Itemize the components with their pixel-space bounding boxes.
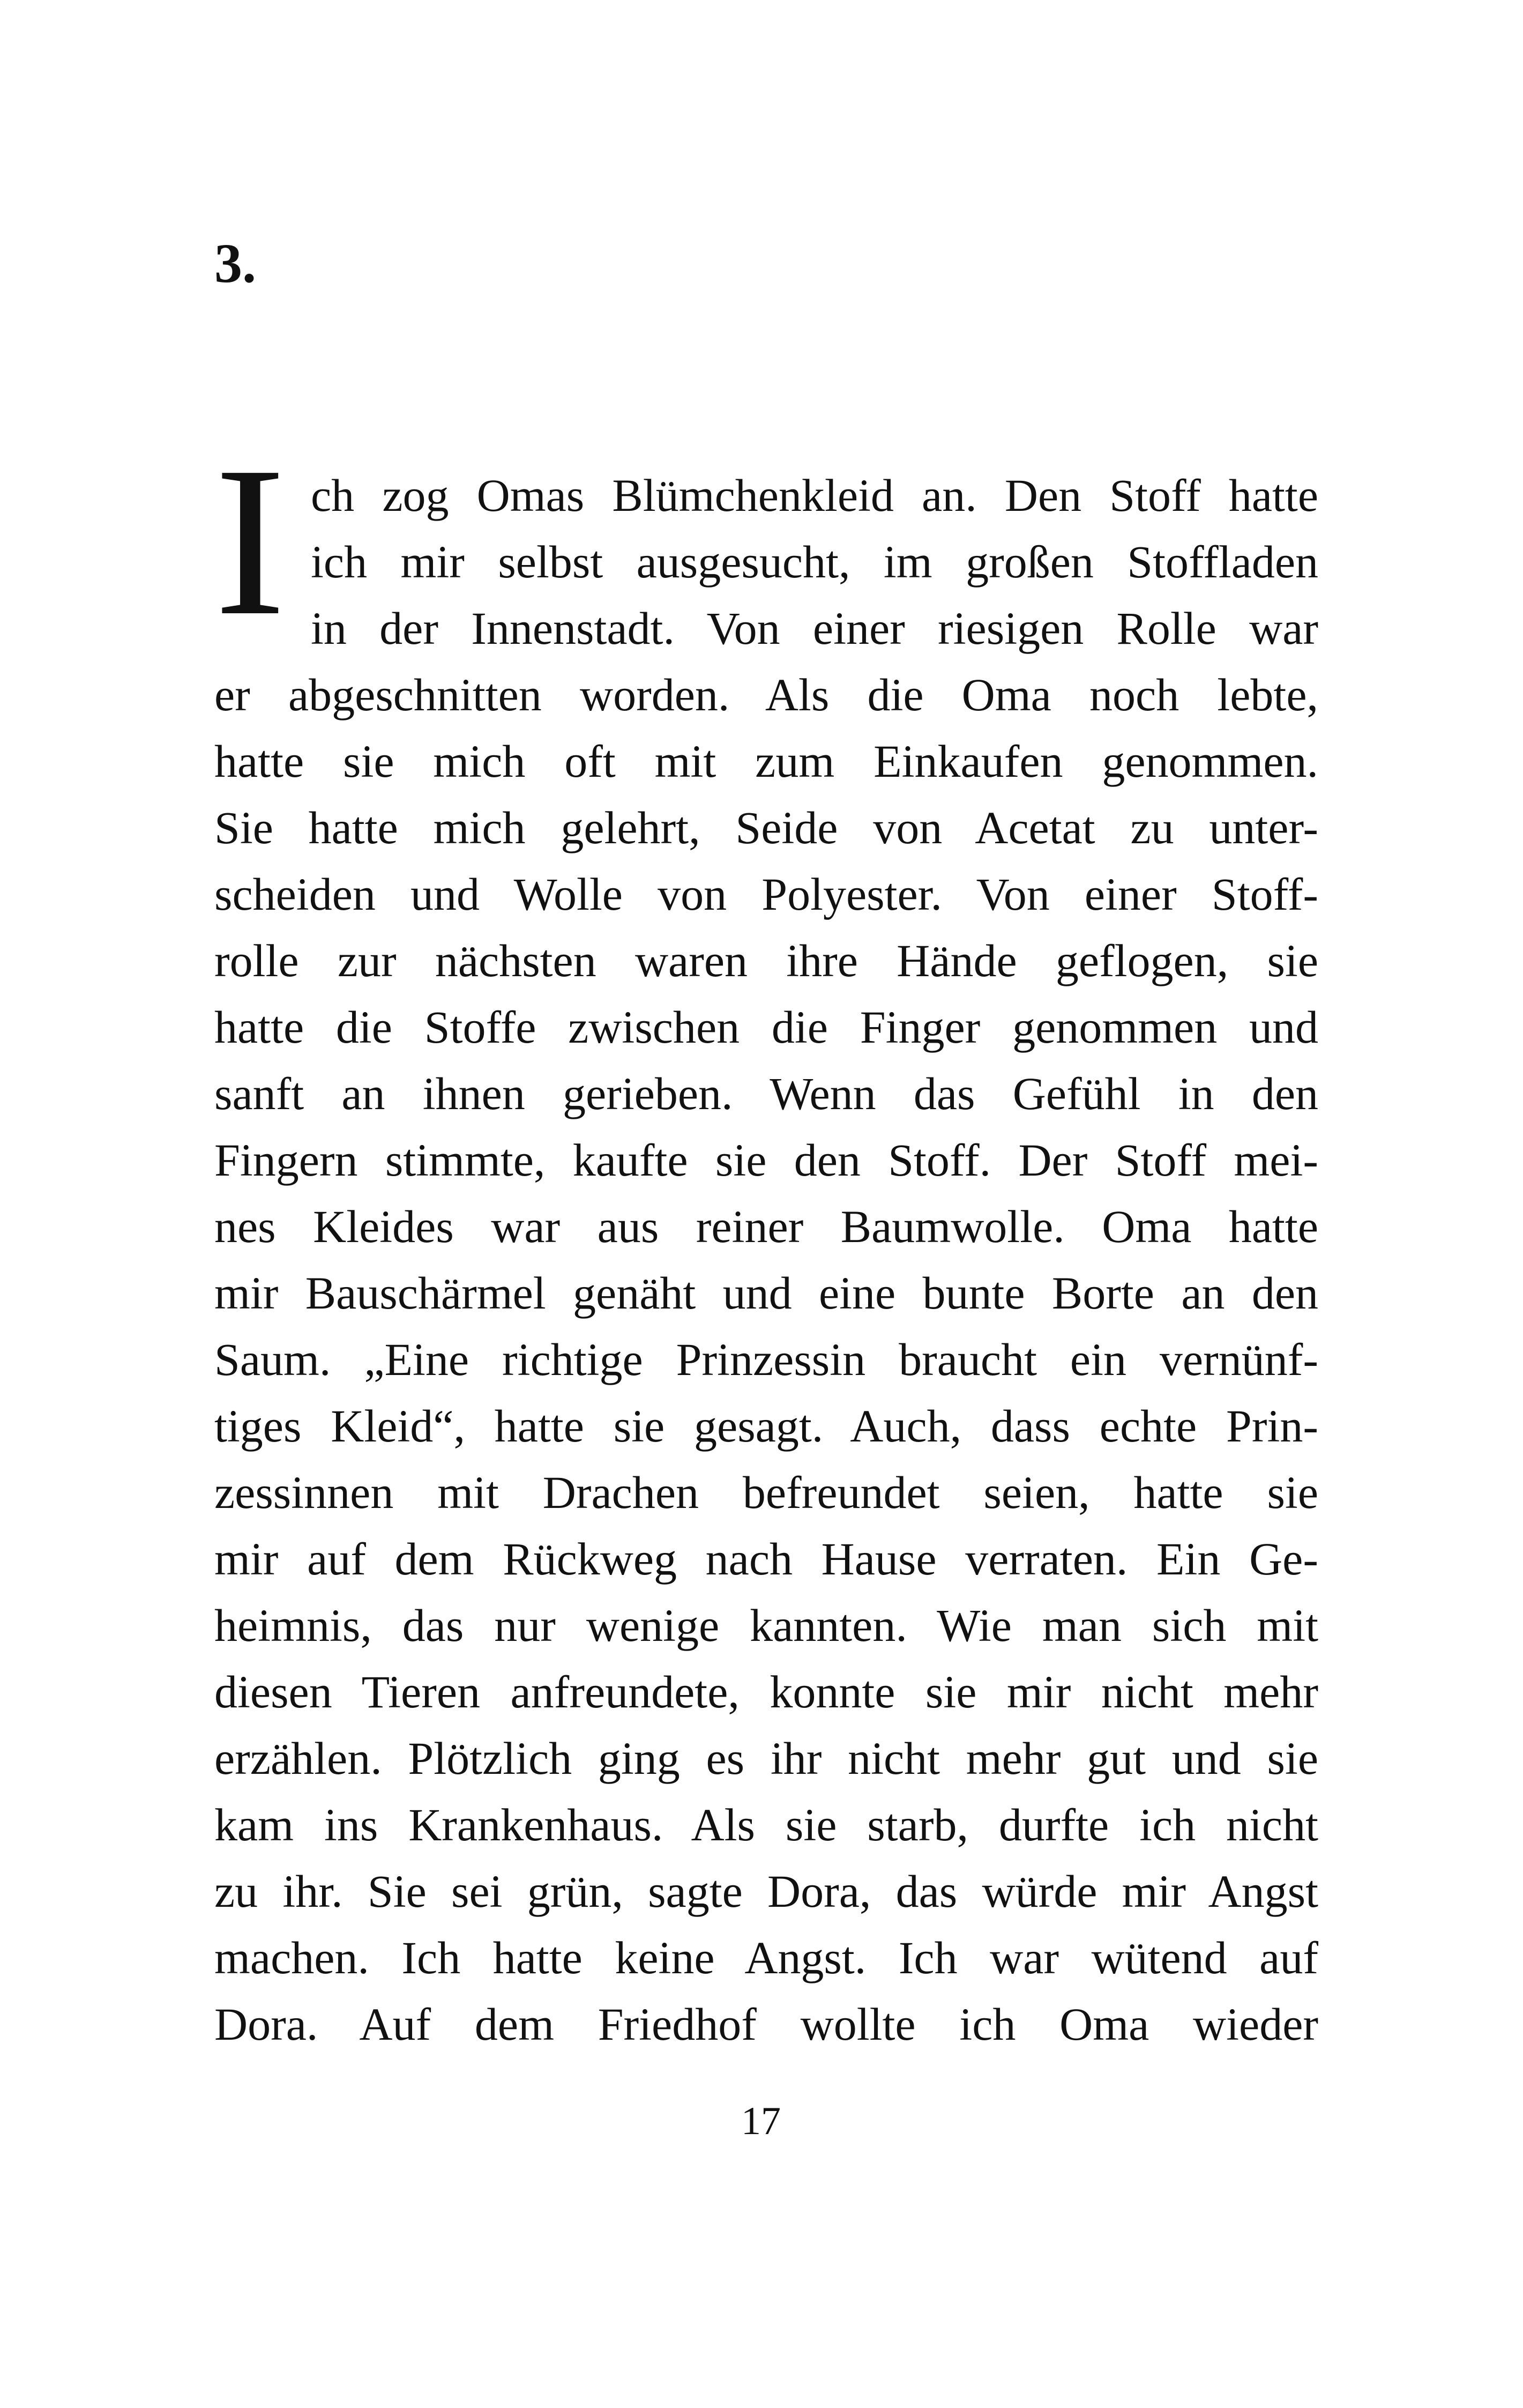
text-line: zessinnen mit Drachen befreundet seien, hatte sie	[214, 1467, 1318, 1518]
page-number: 17	[741, 2099, 781, 2143]
text-line: scheiden und Wolle von Polyester. Von einer Stoff-	[214, 868, 1318, 920]
text-line: mir auf dem Rückweg nach Hause verraten. Ein Ge-	[214, 1533, 1318, 1585]
drop-cap: I	[214, 422, 286, 660]
text-line: diesen Tieren anfreundete, konnte sie mir nicht mehr	[214, 1666, 1318, 1718]
text-line: erzählen. Plötzlich ging es ihr nicht mehr gut und sie	[214, 1733, 1318, 1784]
text-line: zu ihr. Sie sei grün, sagte Dora, das würde mir Angst	[214, 1866, 1318, 1917]
text-line: tiges Kleid“, hatte sie gesagt. Auch, dass echte Prin-	[214, 1400, 1318, 1452]
text-line: sanft an ihnen gerieben. Wenn das Gefühl in den	[214, 1068, 1318, 1119]
text-line: er abgeschnitten worden. Als die Oma noch lebte,	[214, 669, 1318, 720]
text-line: ich mir selbst ausgesucht, im großen Stoffladen	[311, 536, 1318, 588]
text-line: Sie hatte mich gelehrt, Seide von Acetat zu unter-	[214, 802, 1318, 853]
text-line: in der Innenstadt. Von einer riesigen Rolle war	[311, 603, 1318, 654]
text-line: ch zog Omas Blümchenkleid an. Den Stoff hatte	[311, 470, 1318, 521]
text-line: rolle zur nächsten waren ihre Hände geflogen, sie	[214, 935, 1318, 986]
text-line: mir Bauschärmel genäht und eine bunte Borte an den	[214, 1267, 1318, 1319]
text-line: hatte sie mich oft mit zum Einkaufen genommen.	[214, 735, 1318, 787]
text-line: kam ins Krankenhaus. Als sie starb, durfte ich nicht	[214, 1799, 1318, 1850]
text-line: nes Kleides war aus reiner Baumwolle. Oma hatte	[214, 1201, 1318, 1252]
text-line: heimnis, das nur wenige kannten. Wie man sich mit	[214, 1600, 1318, 1651]
chapter-number: 3.	[214, 233, 256, 294]
text-line: Saum. „Eine richtige Prinzessin braucht ein vernünf-	[214, 1334, 1318, 1385]
text-line: machen. Ich hatte keine Angst. Ich war wütend auf	[214, 1932, 1318, 1983]
text-line: hatte die Stoffe zwischen die Finger genommen und	[214, 1001, 1318, 1053]
text-line: Fingern stimmte, kaufte sie den Stoff. Der Stoff mei-	[214, 1134, 1318, 1186]
text-line: Dora. Auf dem Friedhof wollte ich Oma wieder	[214, 1998, 1318, 2050]
